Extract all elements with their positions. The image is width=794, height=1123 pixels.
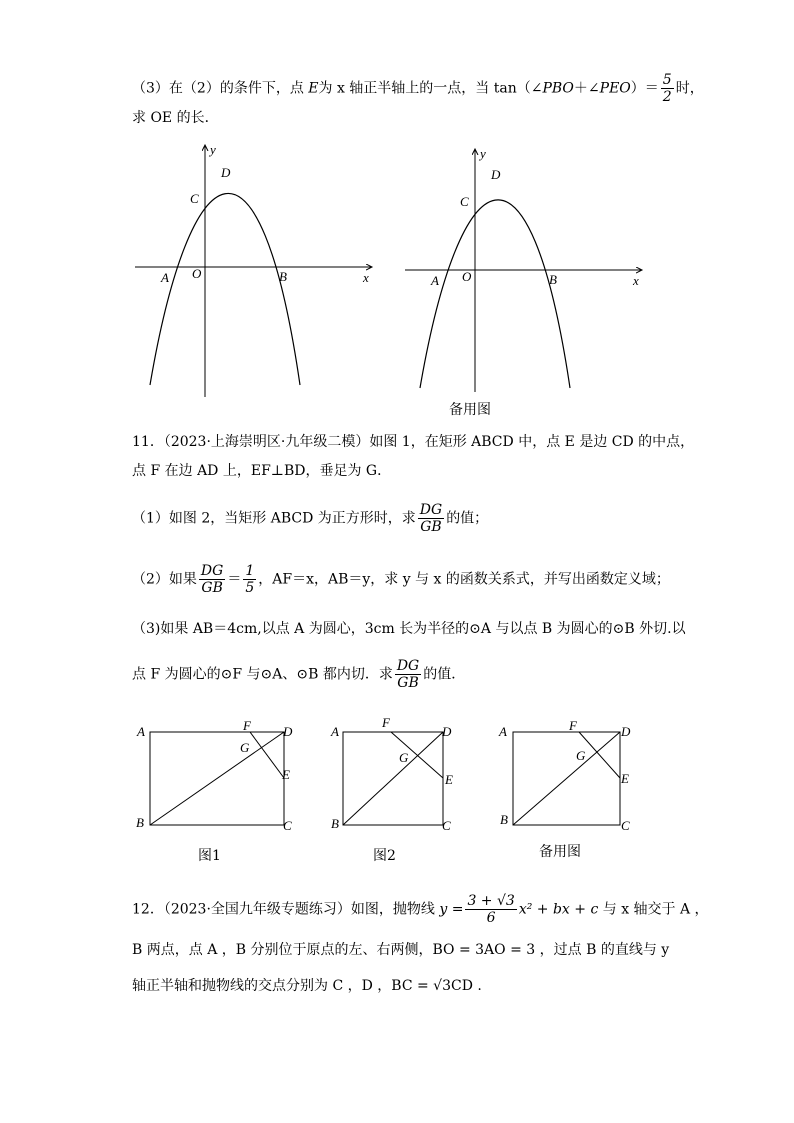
label-D: D xyxy=(442,724,452,739)
label-B: B xyxy=(549,272,557,287)
frac-num: DG xyxy=(200,563,224,579)
frac-den: GB xyxy=(201,580,223,596)
label-C: C xyxy=(621,818,630,833)
label-F: F xyxy=(569,718,577,733)
label-O: O xyxy=(192,266,202,281)
expr-y-eq: y = xyxy=(439,901,464,918)
rect-figure-1 xyxy=(130,712,310,837)
q11-header: 11．（2023·上海崇明区·九年级二模）如图 1，在矩形 ABCD 中，点 E 是边 CD 的中点， xyxy=(132,434,695,450)
label-D: D xyxy=(283,724,293,739)
label-A: A xyxy=(161,270,169,285)
frac-den: 2 xyxy=(662,89,672,105)
parabola-curve xyxy=(420,200,570,388)
text: 12．（2023·全国九年级专题练习）如图，抛物线 xyxy=(132,901,435,918)
frac-den: GB xyxy=(420,519,442,535)
q10-part3-line2: 求 OE 的长． xyxy=(132,110,219,126)
q12-line2: B 两点，点 A ，B 分别位于原点的左、右两侧，BO = 3AO = 3 ，过点 B 的直线与 y xyxy=(132,942,670,958)
segment-FE xyxy=(250,732,284,778)
angle-PEO: PEO xyxy=(599,80,631,97)
label-F: F xyxy=(243,718,251,733)
label-B: B xyxy=(136,815,144,830)
frac-num: 1 xyxy=(245,563,255,579)
label-E: E xyxy=(621,771,629,786)
rect-fig2-caption: 图2 xyxy=(373,848,396,864)
label-x: x xyxy=(633,273,639,288)
text: （1）如图 2，当矩形 ABCD 为正方形时，求 xyxy=(132,510,416,527)
fraction-DG-GB xyxy=(199,563,225,596)
label-C: C xyxy=(460,194,469,209)
fraction-5-2 xyxy=(661,72,674,105)
label-y: y xyxy=(480,146,486,161)
label-O: O xyxy=(462,269,472,284)
text: ＝ xyxy=(227,571,242,588)
text: （2）如果 xyxy=(132,571,197,588)
text: 的值． xyxy=(423,666,466,683)
label-F: F xyxy=(382,715,390,730)
label-x: x xyxy=(363,270,369,285)
rect-figure-2 xyxy=(325,712,470,837)
rect-fig1-caption: 图1 xyxy=(198,848,221,864)
text: 的值； xyxy=(446,510,489,527)
frac-den: 5 xyxy=(245,580,255,596)
label-G: G xyxy=(399,750,409,765)
label-A: A xyxy=(499,724,507,739)
text: 为 x 轴正半轴上的一点，当 tan（∠ xyxy=(318,80,543,97)
label-D: D xyxy=(221,165,231,180)
frac-num: DG xyxy=(419,502,443,518)
text: （3）在（2）的条件下，点 xyxy=(132,80,309,97)
text: ，AF＝x，AB＝y，求 y 与 x 的函数关系式，并写出函数定义域； xyxy=(258,571,670,588)
diagonal-BD xyxy=(513,732,620,825)
fraction-coefficient xyxy=(465,893,516,926)
text: ＋∠ xyxy=(573,80,600,97)
label-C: C xyxy=(283,818,292,833)
text: 与 x 轴交于 A ， xyxy=(598,901,709,918)
text: ）＝ xyxy=(630,80,659,97)
var-E: E xyxy=(308,80,319,97)
fraction-1-5 xyxy=(243,563,256,596)
rect-fig3-caption: 备用图 xyxy=(539,844,581,860)
angle-PBO: PBO xyxy=(542,80,574,97)
frac-den: 6 xyxy=(486,910,496,926)
text: 点 F 为圆心的⊙F 与⊙A、⊙B 都内切．求 xyxy=(132,666,393,683)
diagonal-BD xyxy=(150,732,284,825)
label-C: C xyxy=(442,818,451,833)
parabola-figure-1 xyxy=(130,140,380,400)
frac-num: DG xyxy=(396,658,420,674)
label-A: A xyxy=(331,724,339,739)
frac-num: 5 xyxy=(662,72,672,88)
label-D: D xyxy=(491,167,501,182)
label-B: B xyxy=(279,269,287,284)
frac-num: 3 + √3 xyxy=(467,893,515,909)
label-G: G xyxy=(576,748,586,763)
q11-line2: 点 F 在边 AD 上，EF⊥BD，垂足为 G． xyxy=(132,463,392,479)
label-C: C xyxy=(190,191,199,206)
label-B: B xyxy=(500,812,508,827)
parabola-fig2-caption: 备用图 xyxy=(449,402,491,418)
expr-poly: x² + bx + c xyxy=(518,901,599,918)
fraction-DG-GB xyxy=(395,658,421,691)
fraction-DG-GB xyxy=(418,502,444,535)
label-E: E xyxy=(282,767,290,782)
q12-line3: 轴正半轴和抛物线的交点分别为 C ，D ，BC = √3CD . xyxy=(132,978,482,994)
label-A: A xyxy=(137,724,145,739)
q11-part1 xyxy=(132,502,488,535)
label-A: A xyxy=(431,273,439,288)
rect-figure-3 xyxy=(495,712,645,837)
parabola-figure-2 xyxy=(400,144,650,394)
label-E: E xyxy=(445,772,453,787)
q10-part3-line1 xyxy=(132,72,704,105)
q12-line1 xyxy=(132,893,709,926)
q11-part3-line1: （3)如果 AB＝4cm,以点 A 为圆心，3cm 长为半径的⊙A 与以点 B 为圆心的⊙B 外切.以 xyxy=(132,621,686,637)
text: 时， xyxy=(675,80,704,97)
parabola-curve xyxy=(150,193,300,385)
diagonal-BD xyxy=(343,732,443,825)
label-B: B xyxy=(331,816,339,831)
label-y: y xyxy=(210,142,216,157)
q11-part3-line2 xyxy=(132,658,465,691)
label-G: G xyxy=(240,740,250,755)
frac-den: GB xyxy=(397,675,419,691)
label-D: D xyxy=(621,724,631,739)
q11-part2 xyxy=(132,563,670,596)
